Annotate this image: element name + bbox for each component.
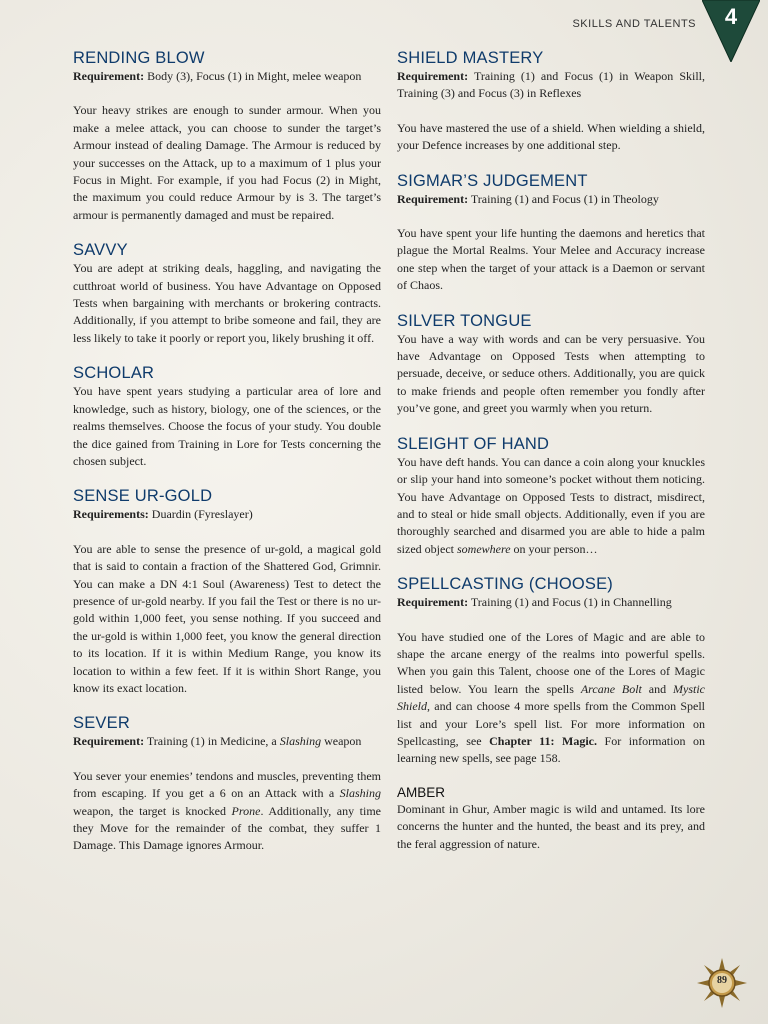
chapter-number: 4 <box>724 4 738 29</box>
talent-title: RENDING BLOW <box>73 49 205 67</box>
talent-description: You have spent your life hunting the daemons and heretics that plague the Mortal Realms. Your Melee and Accuracy increase one step when the target of your attack is a Daemon or servant of Chaos. <box>397 226 705 293</box>
talent-sever <box>73 713 381 854</box>
talent-scholar <box>73 363 381 470</box>
page-number: 89 <box>717 975 727 986</box>
talent-title: SPELLCASTING (CHOOSE) <box>397 575 613 594</box>
talent-description: Your heavy strikes are enough to sunder armour. When you make a melee attack, you can choose to sunder the target’s Armour instead of dealing Damage. The Armour is reduced by your successes on the Attack, up to a maximum of 1 plus your Focus in Might. For example, if you had Focus (2) in Might, the maximum you could reduce Armour by is 3. The target’s armour is permanently damaged and must be repaired. <box>73 103 381 222</box>
talent-description: You have a way with words and can be very persuasive. You have Advantage on Opposed Tests when attempting to persuade, deceive, or seduce others. Additionally, you are quick to make friends and people often remember you fondly after you’ve gone, and greet you warmly when you return. <box>397 331 705 416</box>
talent-description: You are able to sense the presence of ur-gold, a magical gold that is said to contain a fraction of the Shattered God, Grimnir. You can make a DN 4:1 Soul (Awareness) Test to detect the presence of ur-gold nearby. If you fail the Test or there is no ur-gold within 1,000 feet, you sense nothing. If you succeed and the ur-gold is within 1,000 feet, you know the general direction to its location. If it is within Medium Range, you know its location to within a few feet. If it is within Short Range, you know its exact location. <box>73 541 381 695</box>
talent-description: You are adept at striking deals, haggling, and navigating the cutthroat world of business. You have Advantage on Opposed Tests when bargaining with merchants or brokering contracts. Additionally, if you attempt to bribe someone and fail, they are less likely to take it poorly or report you, likely brushing it off. <box>73 261 381 345</box>
page-number-badge <box>697 958 747 1008</box>
talent-title: SIGMAR’S JUDGEMENT <box>397 171 588 190</box>
talent-title: SILVER TONGUE <box>397 311 532 330</box>
talent-description: You have deft hands. You can dance a coin along your knuckles or slip your hand into someone’s pocket without them noticing. You have Advantage on Opposed Tests to distract, misdirect, and to steal or hide small objects. Additionally, even if you are thoroughly searched and disarmed you are able to hide a palm sized object somewhere on your person… <box>397 454 705 556</box>
talent-description: You sever your enemies’ tendons and muscles, preventing them from escaping. If you get a 6 on an Attack with a Slashing weapon, the target is knocked Prone. Additionally, any time they Move for the remainder of the combat, they suffer 1 Damage. This Damage ignores Armour. <box>73 768 381 853</box>
right-column <box>397 48 705 869</box>
talent-requirement: Requirement: Training (1) and Focus (1) in Channelling <box>397 595 672 610</box>
chapter-tab <box>702 0 760 62</box>
talent-description: You have spent years studying a particular area of lore and knowledge, such as history, biology, one of the sciences, or the realms themselves. Choose the focus of your study. You double the dice gained from Training in Lore for Tests concerning the chosen subject. <box>73 384 381 468</box>
talent-requirement: Requirement: Training (1) and Focus (1) in Weapon Skill, Training (3) and Focus (3) in Reflexes <box>397 69 705 101</box>
talent-title: SEVER <box>73 714 130 733</box>
lore-amber <box>397 784 705 853</box>
talent-rending-blow <box>73 48 381 224</box>
talent-requirement: Requirements: Duardin (Fyreslayer) <box>73 507 253 522</box>
talent-description: You have mastered the use of a shield. When wielding a shield, your Defence increases by one additional step. <box>397 120 705 153</box>
talent-sleight-of-hand <box>397 434 705 558</box>
talent-shield-mastery <box>397 48 705 155</box>
left-column <box>73 48 381 871</box>
talent-savvy <box>73 240 381 347</box>
talent-title: SENSE UR-GOLD <box>73 487 213 506</box>
lore-title: AMBER <box>397 784 446 800</box>
talent-requirement: Requirement: Body (3), Focus (1) in Might, melee weapon <box>73 69 362 83</box>
talent-spellcasting <box>397 574 705 768</box>
talent-title: SHIELD MASTERY <box>397 49 544 67</box>
talent-sense-ur-gold <box>73 486 381 697</box>
talent-requirement: Requirement: Training (1) in Medicine, a Slashing weapon <box>73 734 362 749</box>
talent-title: SCHOLAR <box>73 364 155 383</box>
talent-sigmars-judgement <box>397 171 705 295</box>
lore-description: Dominant in Ghur, Amber magic is wild and untamed. Its lore concerns the hunter and the hunted, the beast and its prey, and the feral aggression of nature. <box>397 801 705 851</box>
talent-title: SAVVY <box>73 241 128 260</box>
talent-description: You have studied one of the Lores of Magic and are able to shape the arcane energy of the realms into powerful spells. When you gain this Talent, choose one of the Lores of Magic listed below. You learn the spells Arcane Bolt and Mystic Shield, and can choose 4 more spells from the Common Spell list and your Lore’s spell list. For more information on Spellcasting, see Chapter 11: Magic. For information on learning new spells, see page 158. <box>397 629 706 766</box>
talent-requirement: Requirement: Training (1) and Focus (1) in Theology <box>397 191 659 206</box>
talent-silver-tongue <box>397 311 705 418</box>
talent-title: SLEIGHT OF HAND <box>397 434 550 453</box>
running-header: SKILLS AND TALENTS <box>572 18 696 30</box>
